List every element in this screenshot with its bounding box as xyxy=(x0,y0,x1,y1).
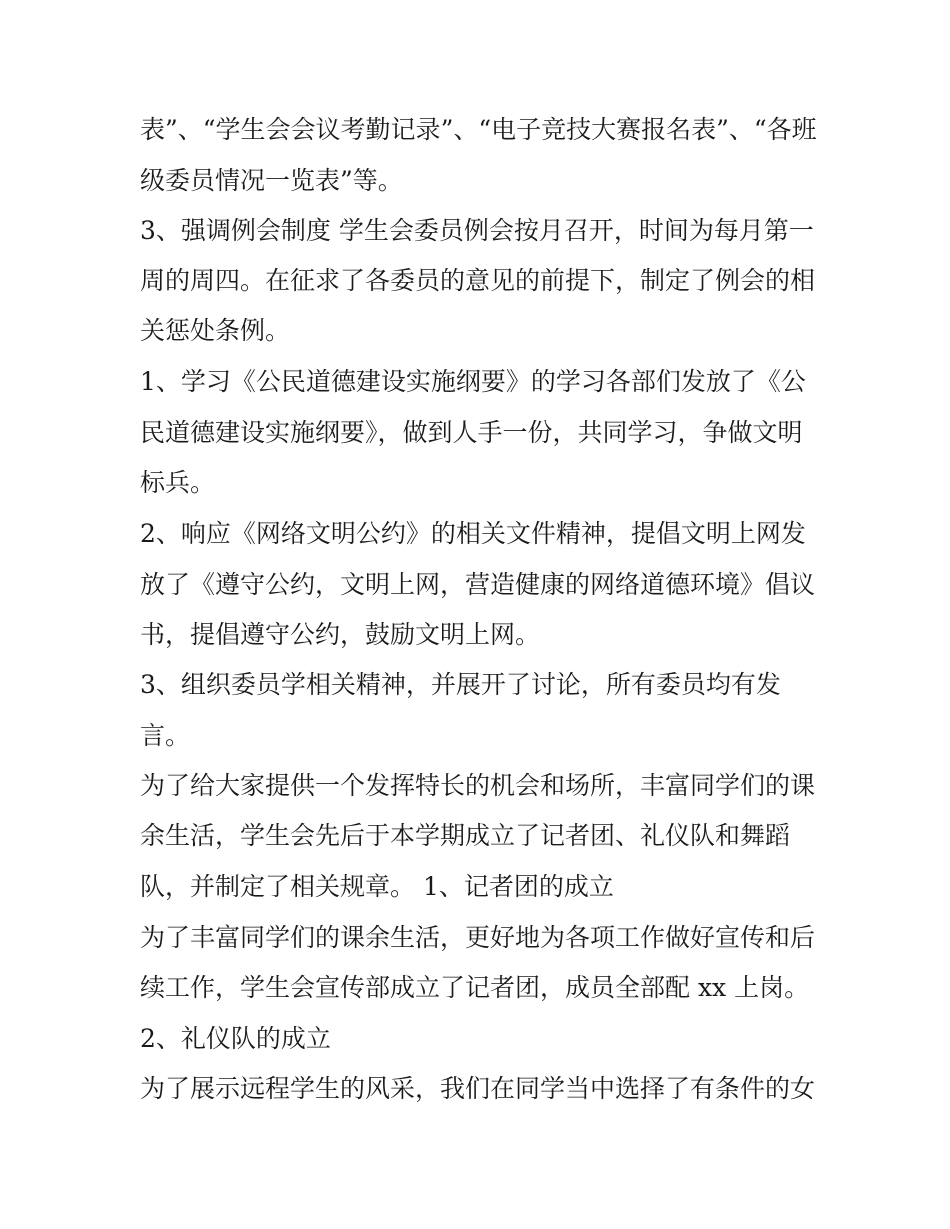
text-line: 为了展示远程学生的风采，我们在同学当中选择了有条件的女 xyxy=(140,1074,816,1103)
text-line: 言。 xyxy=(140,721,191,750)
text-line: 2、响应《网络文明公约》的相关文件精神，提倡文明上网发 xyxy=(140,519,806,548)
text-line: 3、强调例会制度 学生会委员例会按月召开，时间为每月第一 xyxy=(140,216,814,245)
text-line: 为了给大家提供一个发挥特长的机会和场所，丰富同学们的课 xyxy=(140,771,816,800)
text-line: 为了丰富同学们的课余生活，更好地为各项工作做好宣传和后 xyxy=(140,923,816,952)
text-line: 周的周四。在征求了各委员的意见的前提下，制定了例会的相 xyxy=(140,266,816,295)
text-line: 级委员情况一览表”等。 xyxy=(140,166,403,195)
text-line: 放了《遵守公约，文明上网，营造健康的网络道德环境》倡议 xyxy=(140,570,816,599)
text-line: 标兵。 xyxy=(140,468,216,497)
text-line: 3、组织委员学相关精神，并展开了讨论，所有委员均有发 xyxy=(140,670,781,699)
text-line: 队，并制定了相关规章。 1、记者团的成立 xyxy=(140,872,614,901)
text-line: 关惩处条例。 xyxy=(140,316,291,345)
text-line: 表”、“学生会会议考勤记录”、“电子竞技大赛报名表”、“各班 xyxy=(140,115,817,144)
text-line: 1、学习《公民道德建设实施纲要》的学习各部们发放了《公 xyxy=(140,367,806,396)
text-line: 2、礼仪队的成立 xyxy=(140,1024,331,1053)
text-line: 余生活，学生会先后于本学期成立了记者团、礼仪队和舞蹈 xyxy=(140,821,791,850)
text-line: 续工作，学生会宣传部成立了记者团，成员全部配 xx 上岗。 xyxy=(140,973,810,1002)
text-line: 民道德建设实施纲要》，做到人手一份，共同学习，争做文明 xyxy=(140,418,803,447)
text-line: 书，提倡遵守公约，鼓励文明上网。 xyxy=(140,620,541,649)
